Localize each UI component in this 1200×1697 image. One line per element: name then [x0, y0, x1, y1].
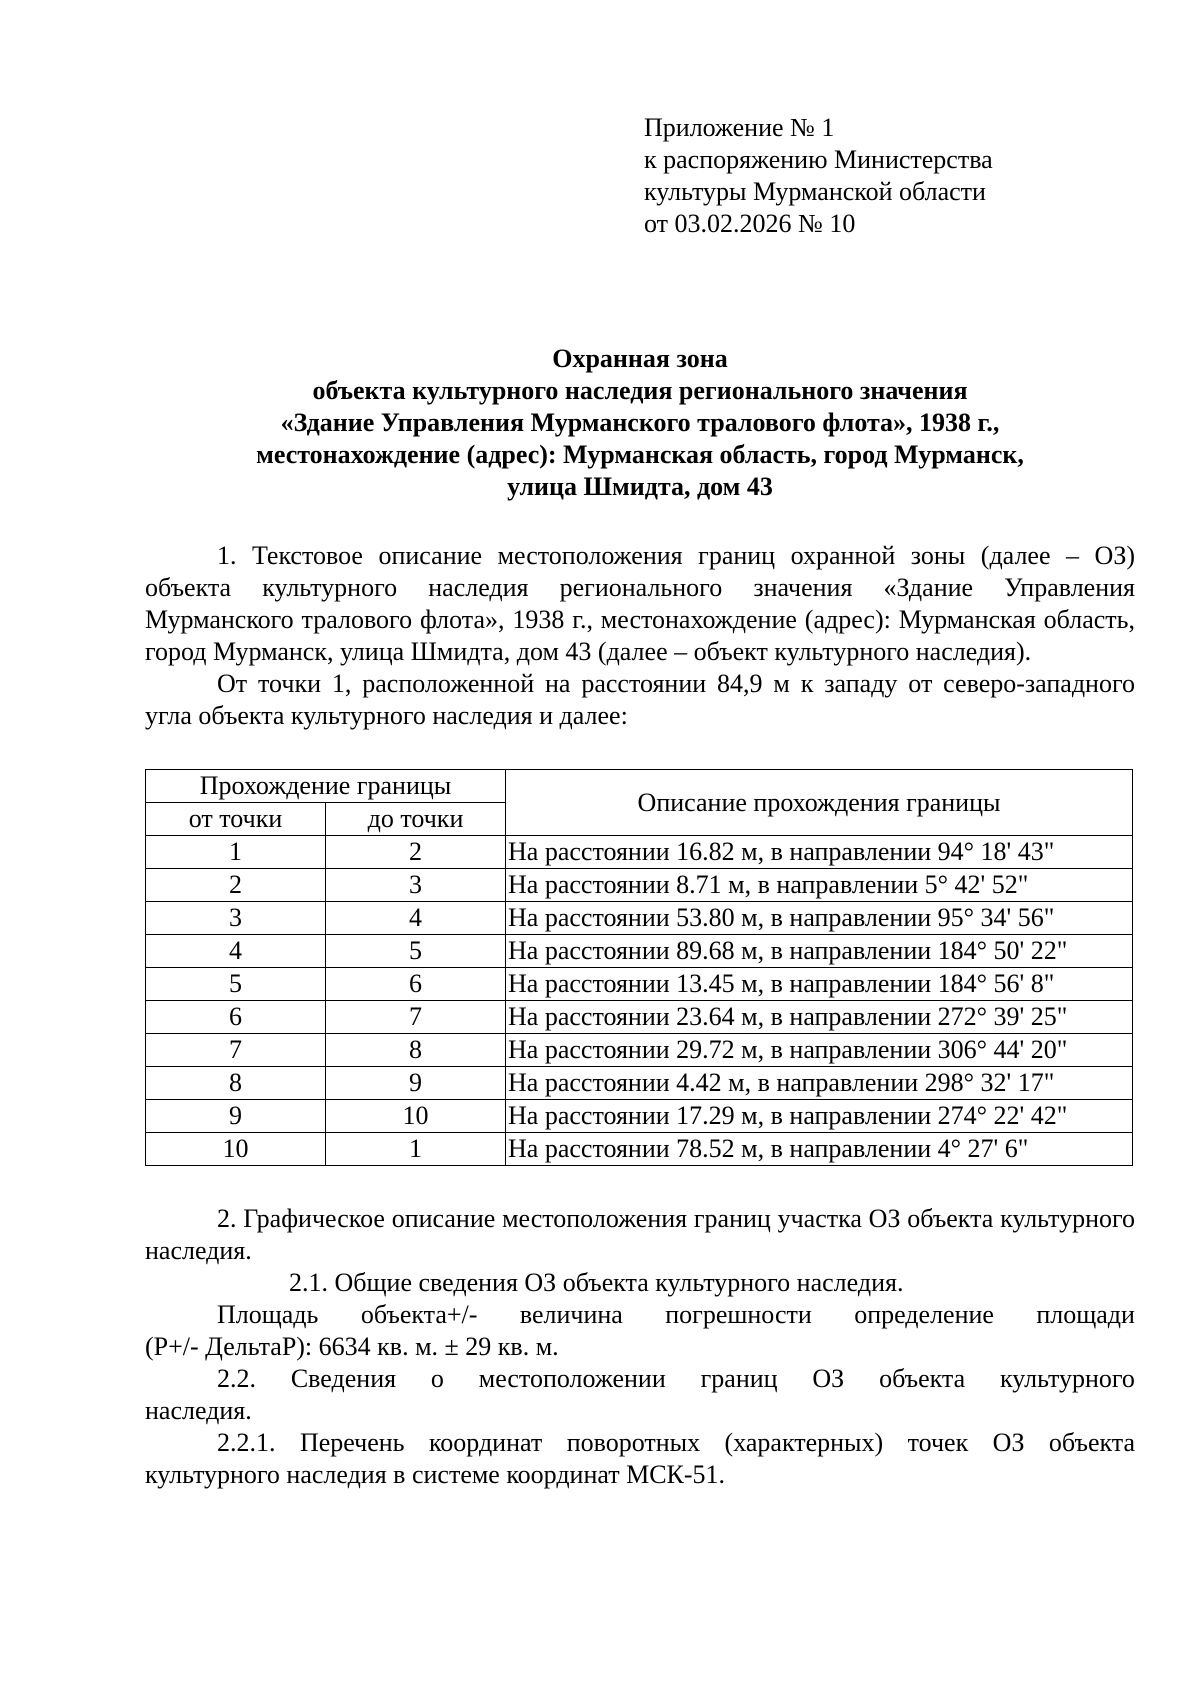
table-row: [146, 935, 1133, 968]
section-2-1: [145, 1267, 1135, 1299]
section-2-2-word: ОЗ: [812, 1364, 845, 1393]
from-point-cell: 6: [146, 1001, 326, 1034]
title-line-3: «Здание Управления Мурманского тралового флота», 1938 г.,: [280, 408, 1000, 437]
from-point-cell: 10: [146, 1133, 326, 1166]
description-cell: На расстоянии 13.45 м, в направлении 184° 56' 8": [506, 968, 1133, 1001]
header-to-point: до точки: [326, 803, 506, 836]
appendix-line-4: от 03.02.2026 № 10: [644, 209, 856, 238]
section-2: [145, 1203, 1135, 1491]
description-cell: На расстоянии 4.42 м, в направлении 298° 32' 17": [506, 1067, 1133, 1100]
table-row: [146, 1133, 1133, 1166]
start-point-paragraph: От точки 1, расположенной на расстоянии 84,9 м к западу от северо-западного угла объекта культурного наследия и далее:: [145, 669, 1135, 730]
to-point-cell: 3: [326, 869, 506, 902]
header-description: Описание прохождения границы: [506, 770, 1133, 836]
to-point-cell: 8: [326, 1034, 506, 1067]
from-point-cell: 9: [146, 1100, 326, 1133]
area-line-word: определение: [854, 1300, 994, 1329]
from-point-cell: 3: [146, 902, 326, 935]
section-2-2-word: объекта: [879, 1364, 966, 1393]
header-from-point: от точки: [146, 803, 326, 836]
boundary-table: [145, 769, 1133, 1166]
section-2-2-continuation: наследия.: [145, 1396, 252, 1425]
title-line-2: объекта культурного наследия регионального значения: [312, 376, 968, 405]
section-2-2-word: о: [430, 1364, 444, 1393]
table-row: [146, 902, 1133, 935]
area-line-word: площади: [1036, 1300, 1135, 1329]
from-point-cell: 4: [146, 935, 326, 968]
description-cell: На расстоянии 29.72 м, в направлении 306° 44' 20": [506, 1034, 1133, 1067]
description-cell: На расстоянии 17.29 м, в направлении 274° 22' 42": [506, 1100, 1133, 1133]
section-2-1-number: 2.1.: [289, 1268, 328, 1297]
area-line-1: [145, 1299, 1135, 1331]
table-row: [146, 1034, 1133, 1067]
section-2-2-line: [145, 1363, 1135, 1395]
description-cell: На расстоянии 89.68 м, в направлении 184° 50' 22": [506, 935, 1133, 968]
to-point-cell: 6: [326, 968, 506, 1001]
description-cell: На расстоянии 53.80 м, в направлении 95° 34' 56": [506, 902, 1133, 935]
title-line-4: местонахождение (адрес): Мурманская область, город Мурманск,: [256, 440, 1024, 469]
from-point-cell: 7: [146, 1034, 326, 1067]
title-line-5: улица Шмидта, дом 43: [507, 472, 773, 501]
appendix-line-3: культуры Мурманской области: [644, 177, 986, 206]
from-point-cell: 5: [146, 968, 326, 1001]
boundary-table-body: [146, 836, 1133, 1166]
table-row: [146, 836, 1133, 869]
section-2-1-text: Общие сведения ОЗ объекта культурного наследия.: [334, 1268, 904, 1297]
table-row: [146, 1100, 1133, 1133]
section-2-paragraph: 2. Графическое описание местоположения границ участка ОЗ объекта культурного наследия.: [145, 1204, 1135, 1265]
section-2-2-word: культурного: [999, 1364, 1135, 1393]
title-line-1: Охранная зона: [552, 344, 728, 373]
area-line-word: Площадь: [217, 1300, 319, 1329]
to-point-cell: 2: [326, 836, 506, 869]
area-line-word: объекта+/-: [360, 1300, 478, 1329]
description-cell: На расстоянии 23.64 м, в направлении 272° 39' 25": [506, 1001, 1133, 1034]
section-2-2-1: 2.2.1. Перечень координат поворотных (характерных) точек ОЗ объекта культурного наследия в системе координат МСК-51.: [145, 1428, 1135, 1489]
table-row: [146, 869, 1133, 902]
to-point-cell: 4: [326, 902, 506, 935]
section-1: [145, 540, 1135, 732]
from-point-cell: 2: [146, 869, 326, 902]
table-row: [146, 1001, 1133, 1034]
description-cell: На расстоянии 8.71 м, в направлении 5° 42' 52": [506, 869, 1133, 902]
section-2-2-word: местоположении: [478, 1364, 666, 1393]
section-2-2-word: границ: [700, 1364, 778, 1393]
area-line-2: (Р+/- ДельтаР): 6634 кв. м. ± 29 кв. м.: [145, 1332, 559, 1361]
area-line-word: погрешности: [665, 1300, 812, 1329]
appendix-block: [644, 112, 993, 240]
description-cell: На расстоянии 78.52 м, в направлении 4° 27' 6": [506, 1133, 1133, 1166]
area-line-word: величина: [519, 1300, 623, 1329]
to-point-cell: 7: [326, 1001, 506, 1034]
appendix-line-1: Приложение № 1: [644, 113, 835, 142]
section-2-2-word: 2.2.: [217, 1364, 256, 1393]
from-point-cell: 8: [146, 1067, 326, 1100]
document-title: [145, 343, 1135, 503]
to-point-cell: 1: [326, 1133, 506, 1166]
from-point-cell: 1: [146, 836, 326, 869]
to-point-cell: 10: [326, 1100, 506, 1133]
to-point-cell: 9: [326, 1067, 506, 1100]
table-row: [146, 1067, 1133, 1100]
to-point-cell: 5: [326, 935, 506, 968]
table-row: [146, 968, 1133, 1001]
header-boundary-passage: Прохождение границы: [146, 770, 506, 803]
description-cell: На расстоянии 16.82 м, в направлении 94° 18' 43": [506, 836, 1133, 869]
section-2-2-word: Сведения: [290, 1364, 397, 1393]
section-1-paragraph: 1. Текстовое описание местоположения границ охранной зоны (далее – ОЗ) объекта культурного наследия регионального значения «Здание Управления Мурманского тралового флота», 1938 г., местонахождение (адрес): Мурманская область, город Мурманск, улица Шмидта, дом 43 (далее – объект культурного наследия).: [145, 541, 1135, 666]
appendix-line-2: к распоряжению Министерства: [644, 145, 993, 174]
